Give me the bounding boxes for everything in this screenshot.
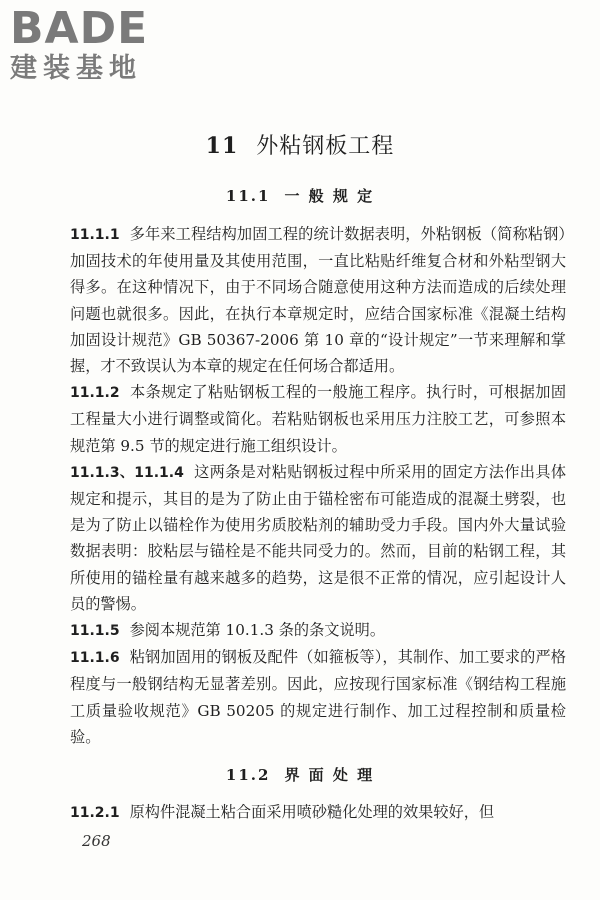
- paragraph-number: 11.1.5: [70, 623, 120, 640]
- section-number: 11.2: [225, 766, 271, 784]
- paragraph-text: 粘钢加固用的钢板及配件（如箍板等），其制作、加工要求的严格程度与一般钢结构无显著差别。因此，应按现行国家标准《钢结构工程施工质量验收规范》GB 50205 的规定进行制作、加工过程控制和质量检验。: [70, 648, 566, 746]
- section-11-2-body: [70, 799, 566, 826]
- chapter-title-text: 外粘钢板工程: [256, 134, 395, 159]
- paragraph-text: 本条规定了粘贴钢板工程的一般施工程序。执行时，可根据加固工程量大小进行调整或简化。若粘贴钢板也采用压力注胶工艺，可参照本规范第 9.5 节的规定进行施工组织设计。: [70, 383, 566, 455]
- paragraph-text: 原构件混凝土粘合面采用喷砂糙化处理的效果较好，但: [129, 803, 495, 821]
- paragraph-11-1-3-4: [70, 459, 566, 617]
- paragraph-number: 11.1.1: [70, 227, 120, 243]
- paragraph-text: 参阅本规范第 10.1.3 条的条文说明。: [129, 621, 386, 640]
- section-11-1-body: [70, 221, 566, 750]
- paragraph-11-2-1: [70, 799, 566, 826]
- paragraph-11-1-6: [70, 644, 566, 750]
- page-number: 268: [82, 832, 111, 850]
- paragraph-11-1-5: [70, 617, 566, 644]
- chapter-number: 11: [205, 133, 239, 159]
- paragraph-text: 多年来工程结构加固工程的统计数据表明，外粘钢板（简称粘钢）加固技术的年使用量及其使用范围，一直比粘贴纤维复合材和外粘型钢大得多。在这种情况下，由于不同场合随意使用这种方法而造成的后续处理问题也就很多。因此，在执行本章规定时，应结合国家标准《混凝土结构加固设计规范》GB 50367-2006 第 10 章的“设计规定”一节来理解和掌握，才不致误认为本章的规定在任何场合都适用。: [70, 225, 566, 376]
- paragraph-11-1-2: [70, 379, 566, 459]
- paragraph-number: 11.1.6: [70, 650, 120, 667]
- paragraph-number: 11.1.2: [70, 385, 120, 402]
- logo-mark: BADE: [10, 3, 149, 54]
- section-title-text: 一 般 规 定: [284, 187, 375, 205]
- logo-subtitle: 建装基地: [10, 53, 142, 84]
- section-heading-11-2: [0, 763, 600, 787]
- paragraph-text: 这两条是对粘贴钢板过程中所采用的固定方法作出具体规定和提示，其目的是为了防止由于锚栓密布可能造成的混凝土劈裂，也是为了防止以锚栓作为使用劣质胶粘剂的辅助受力手段。国内外大量试验数据表明：胶粘层与锚栓是不能共同受力的。然而，目前的粘钢工程，其所使用的锚栓量有越来越多的趋势，这是很不正常的情况，应引起设计人员的警惕。: [70, 462, 567, 613]
- section-title-text: 界 面 处 理: [284, 766, 375, 784]
- bade-logo: [10, 3, 149, 84]
- section-heading-11-1: [0, 184, 600, 208]
- paragraph-number: 11.1.3、11.1.4: [70, 464, 184, 481]
- paragraph-11-1-1: [70, 221, 566, 379]
- paragraph-number: 11.2.1: [70, 805, 120, 821]
- chapter-title: [0, 131, 600, 162]
- section-number: 11.1: [225, 187, 271, 205]
